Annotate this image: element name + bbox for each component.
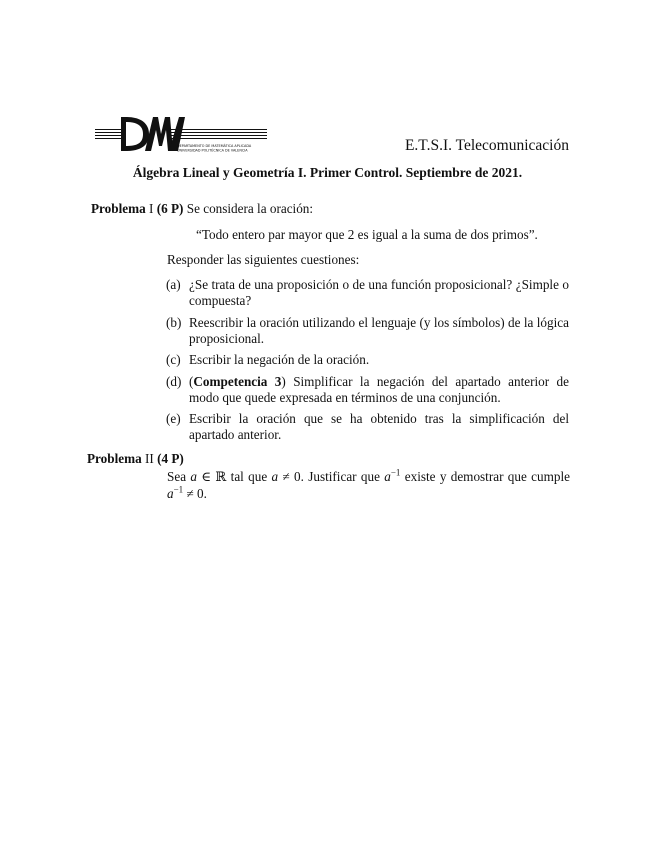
problem-1-items (166, 277, 569, 449)
p2-text-3: . Justificar que (300, 469, 385, 484)
problem-2-heading (87, 451, 184, 467)
list-item (166, 277, 569, 309)
math-a: a (167, 485, 174, 501)
math-neq-zero: ≠ 0 (278, 469, 301, 484)
math-a: a (190, 469, 197, 484)
list-item (166, 411, 569, 443)
math-inverse-exponent: −1 (390, 467, 401, 478)
item-mark: (d) (166, 373, 182, 389)
problem-1-label: Problema (91, 201, 146, 216)
item-mark: (b) (166, 314, 182, 330)
math-a: a (271, 469, 279, 484)
problem-2-points: (4 P) (157, 451, 184, 466)
item-mark: (c) (166, 352, 181, 367)
competencia-label: Competencia 3 (193, 373, 282, 389)
item-text: Escribir la negación de la oración. (189, 352, 370, 367)
item-text: ¿Se trata de una proposición o de una función proposicional? ¿Simple o compuesta? (189, 277, 569, 308)
math-in-R: ∈ ℝ (196, 469, 227, 484)
item-mark: (e) (166, 411, 181, 426)
problem-1-intro: Responder las siguientes cuestiones: (167, 252, 360, 267)
list-item (166, 315, 569, 347)
item-text: Reescribir la oración utilizando el lenguaje (y los símbolos) de la lógica proposicional. (189, 314, 569, 346)
item-text-rest: Simplificar la negación del apartado anterior de modo que quede expresada en términos de una conjunción. (189, 373, 569, 405)
p2-text-1: Sea (167, 469, 191, 484)
problem-1-heading (91, 201, 313, 217)
exam-title: Álgebra Lineal y Geometría I. Primer Control. Septiembre de 2021. (132, 165, 523, 180)
problem-1-numeral: I (149, 201, 154, 216)
math-inverse-exponent: −1 (173, 484, 184, 495)
dma-logo (95, 114, 273, 154)
item-mark: (a) (166, 277, 181, 292)
list-item (166, 374, 569, 406)
list-item (166, 352, 569, 368)
p2-text-4: existe y demostrar que cumple (400, 469, 570, 484)
p2-text-2: tal que (226, 469, 272, 484)
problem-1-points: (6 P) (156, 201, 184, 216)
p2-text-5: . (203, 485, 207, 501)
item-text: (Competencia 3) Simplificar la negación del apartado anterior de modo que quede expresada en términos de una conjunción. (189, 373, 569, 405)
problem-2-numeral: II (145, 451, 154, 466)
institution-name: E.T.S.I. Telecomunicación (404, 137, 569, 154)
math-a: a (384, 469, 391, 484)
problem-1-quote: “Todo entero par mayor que 2 es igual a la suma de dos primos”. (196, 227, 538, 242)
problem-2-label: Problema (87, 451, 142, 466)
math-neq-zero: ≠ 0 (183, 485, 204, 501)
item-text: Escribir la oración que se ha obtenido tras la simplificación del apartado anterior. (189, 411, 569, 442)
problem-1-statement: Se considera la oración: (186, 201, 314, 216)
logo-subtitle-2: UNIVERSIDAD POLITÉCNICA DE VALENCIA (177, 148, 248, 153)
problem-2-body (167, 469, 570, 502)
logo-subtitle-1: DEPARTAMENTO DE MATEMÁTICA APLICADA (177, 144, 252, 148)
logo-letters: DMA (95, 114, 98, 115)
